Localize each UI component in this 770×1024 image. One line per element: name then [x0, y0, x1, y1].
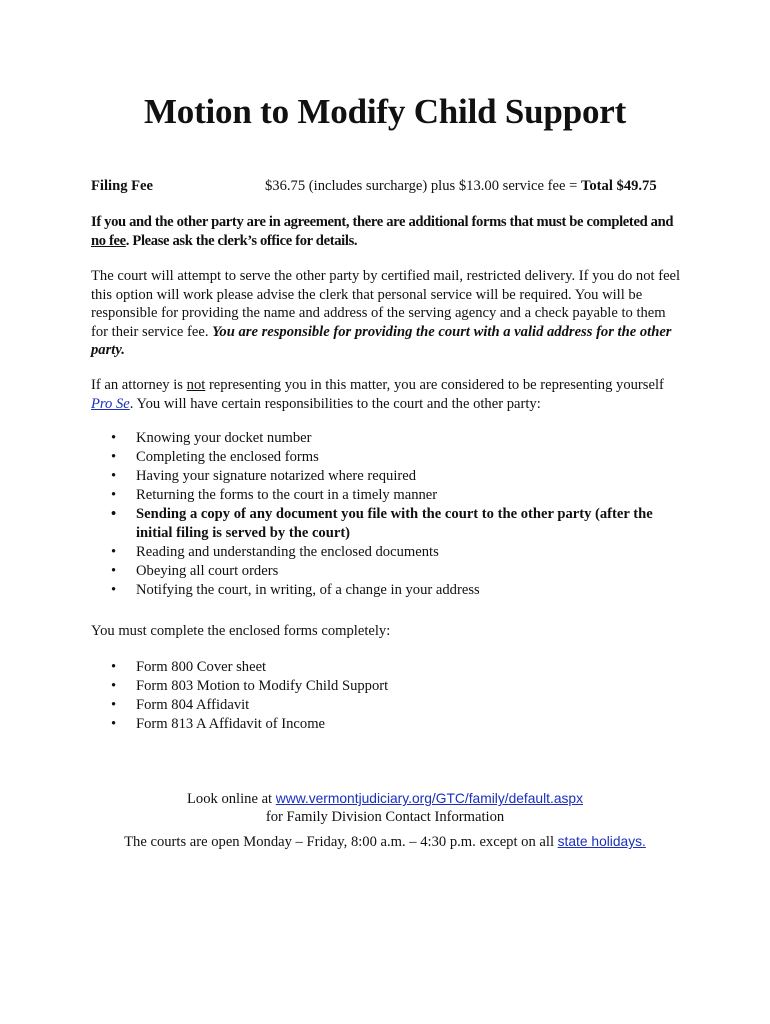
pro-se-link[interactable]: Pro Se: [91, 395, 130, 412]
list-item: • Returning the forms to the court in a timely manner: [91, 486, 683, 505]
family-division-line: for Family Division Contact Information: [265, 809, 505, 825]
filing-fee-amounts: $36.75 (includes surcharge) plus $13.00 service fee =: [265, 178, 581, 194]
no-fee-text: no fee: [91, 232, 126, 249]
not-text: not: [186, 377, 206, 393]
online-line: [0, 790, 770, 808]
filing-fee-row: [91, 177, 683, 197]
document-title: Motion to Modify Child Support: [143, 92, 627, 131]
agreement-text-2: . Please ask the clerk’s office for details.: [125, 232, 358, 249]
list-item: • Notifying the court, in writing, of a change in your address: [91, 581, 683, 600]
state-holidays-link[interactable]: state holidays.: [557, 834, 646, 849]
list-item: • Having your signature notarized where required: [91, 467, 683, 486]
service-paragraph: [91, 267, 683, 360]
filing-fee-total: Total $49.75: [580, 178, 657, 194]
complete-forms-intro: You must complete the enclosed forms completely:: [91, 623, 391, 639]
list-item: • Knowing your docket number: [91, 429, 683, 448]
list-item: • Form 800 Cover sheet: [91, 658, 683, 677]
list-item: • Form 813 A Affidavit of Income: [91, 715, 683, 734]
forms-list: [91, 658, 683, 734]
filing-fee-text: [265, 177, 657, 196]
service-emphasis: You are responsible for providing the court with a valid address for the other party.: [91, 323, 672, 359]
list-item: • Reading and understanding the enclosed documents: [91, 543, 683, 562]
attorney-text-2: representing you in this matter, you are considered to be representing yourself: [205, 377, 664, 393]
filing-fee-label: Filing Fee: [91, 178, 154, 194]
agreement-paragraph: [91, 213, 683, 250]
court-hours-text: The courts are open Monday – Friday, 8:00 a.m. – 4:30 p.m. except on all: [124, 834, 558, 850]
list-item: • Completing the enclosed forms: [91, 448, 683, 467]
list-item: • Form 803 Motion to Modify Child Support: [91, 677, 683, 696]
vermont-judiciary-link[interactable]: www.vermontjudiciary.org/GTC/family/default.aspx: [275, 791, 583, 806]
attorney-text-1: If an attorney is: [91, 377, 187, 393]
online-prefix: Look online at: [187, 791, 276, 807]
attorney-paragraph: [91, 376, 683, 413]
agreement-text-1: If you and the other party are in agreement, there are additional forms that must be completed and: [91, 214, 674, 230]
service-text: The court will attempt to serve the other party by certified mail, restricted delivery. If you do not feel this option will work please advise the clerk that personal service will be required. You will be responsible for providing the name and address of the serving agency and a check payable to them for their service fee.: [91, 268, 681, 340]
list-item: • Obeying all court orders: [91, 562, 683, 581]
attorney-text-3: . You will have certain responsibilities to the court and the other party:: [129, 395, 541, 412]
responsibilities-list: [91, 429, 683, 600]
list-item: • Form 804 Affidavit: [91, 696, 683, 715]
court-hours-line: [0, 833, 770, 851]
list-item: • Sending a copy of any document you file with the court to the other party (after the initial filing is served by the court): [91, 505, 683, 543]
